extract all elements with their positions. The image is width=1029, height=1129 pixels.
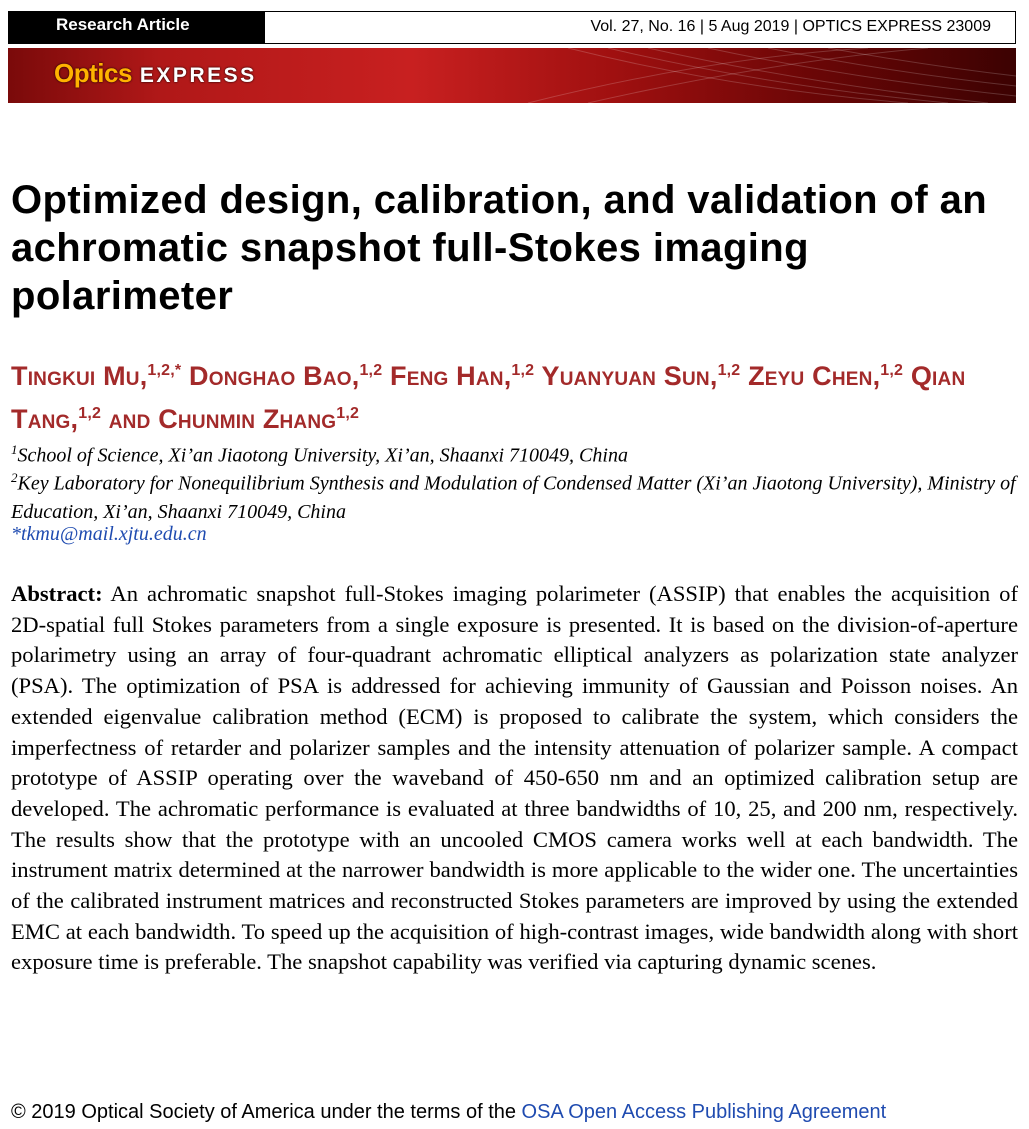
journal-name-optics: Optics [54,58,132,88]
journal-banner [8,48,1016,103]
author-affiliation-marker: 1,2 [880,362,904,379]
abstract-label: Abstract: [11,581,103,606]
author-name: Zeyu Chen, [748,361,881,391]
citation-box [264,11,1016,44]
journal-logo [54,58,257,89]
article-type-label: Research Article [56,15,190,34]
author-affiliation-marker: 1,2 [717,362,741,379]
author-affiliation-marker: 1,2 [359,362,383,379]
citation-text: Vol. 27, No. 16 | 5 Aug 2019 | OPTICS EXPRESS 23009 [590,18,991,35]
author-name: Qian Tang, [11,361,966,434]
affiliation-text: Key Laboratory for Nonequilibrium Synthesis and Modulation of Condensed Matter (Xi’an Jiaotong University), Ministry of Education, Xi’an, Shaanxi 710049, China [11,472,1016,523]
affiliation-text: School of Science, Xi’an Jiaotong University, Xi’an, Shaanxi 710049, China [17,444,628,467]
journal-header-bar [8,11,1016,44]
affiliation-marker: 1 [11,442,18,457]
author-affiliation-marker: 1,2 [511,362,535,379]
author-list [11,352,1016,438]
copyright-text: © 2019 Optical Society of America under the terms of the [11,1101,522,1123]
affiliation-marker: 2 [11,470,18,485]
paper-title: Optimized design, calibration, and validation of an achromatic snapshot full-Stokes imaging polarimeter [11,178,988,318]
corresponding-email-link[interactable]: *tkmu@mail.xjtu.edu.cn [11,523,207,545]
author-affiliation-marker: 1,2 [78,405,102,422]
license-agreement-link[interactable]: OSA Open Access Publishing Agreement [521,1101,887,1123]
journal-name-express: EXPRESS [139,64,257,87]
copyright-notice [11,1101,886,1124]
author-name: and Chunmin Zhang [108,404,337,434]
author-name: Yuanyuan Sun, [541,361,718,391]
author-name: Tingkui Mu, [11,361,148,391]
author-affiliation-marker: 1,2,* [147,362,182,379]
author-name: Donghao Bao, [189,361,360,391]
author-affiliation-marker: 1,2 [336,405,360,422]
article-type-box [8,11,264,44]
affiliation-2 [11,464,1016,526]
abstract [11,579,1018,978]
abstract-text: An achromatic snapshot full-Stokes imaging polarimeter (ASSIP) that enables the acquisition of 2D-spatial full Stokes parameters from a single exposure is presented. It is based on the division-of-aperture polarimetry using an array of four-quadrant achromatic elliptical analyzers as polarization state analyzer (PSA). The optimization of PSA is addressed for achieving immunity of Gaussian and Poisson noises. An extended eigenvalue calibration method (ECM) is proposed to calibrate the system, which considers the imperfectness of retarder and polarizer samples and the intensity attenuation of polarizer sample. A compact prototype of ASSIP operating over the waveband of 450-650 nm and an optimized calibration setup are developed. The achromatic performance is evaluated at three bandwidths of 10, 25, and 200 nm, respectively. The results show that the prototype with an uncooled CMOS camera works well at each bandwidth. The instrument matrix determined at the narrower bandwidth is more applicable to the wider one. The uncertainties of the calibrated instrument matrices and reconstructed Stokes parameters are improved by using the extended EMC at each bandwidth. To speed up the acquisition of high-contrast images, wide bandwidth along with short exposure time is preferable. The snapshot capability was verified via capturing dynamic scenes. [11,581,1018,975]
author-name: Feng Han, [390,361,512,391]
